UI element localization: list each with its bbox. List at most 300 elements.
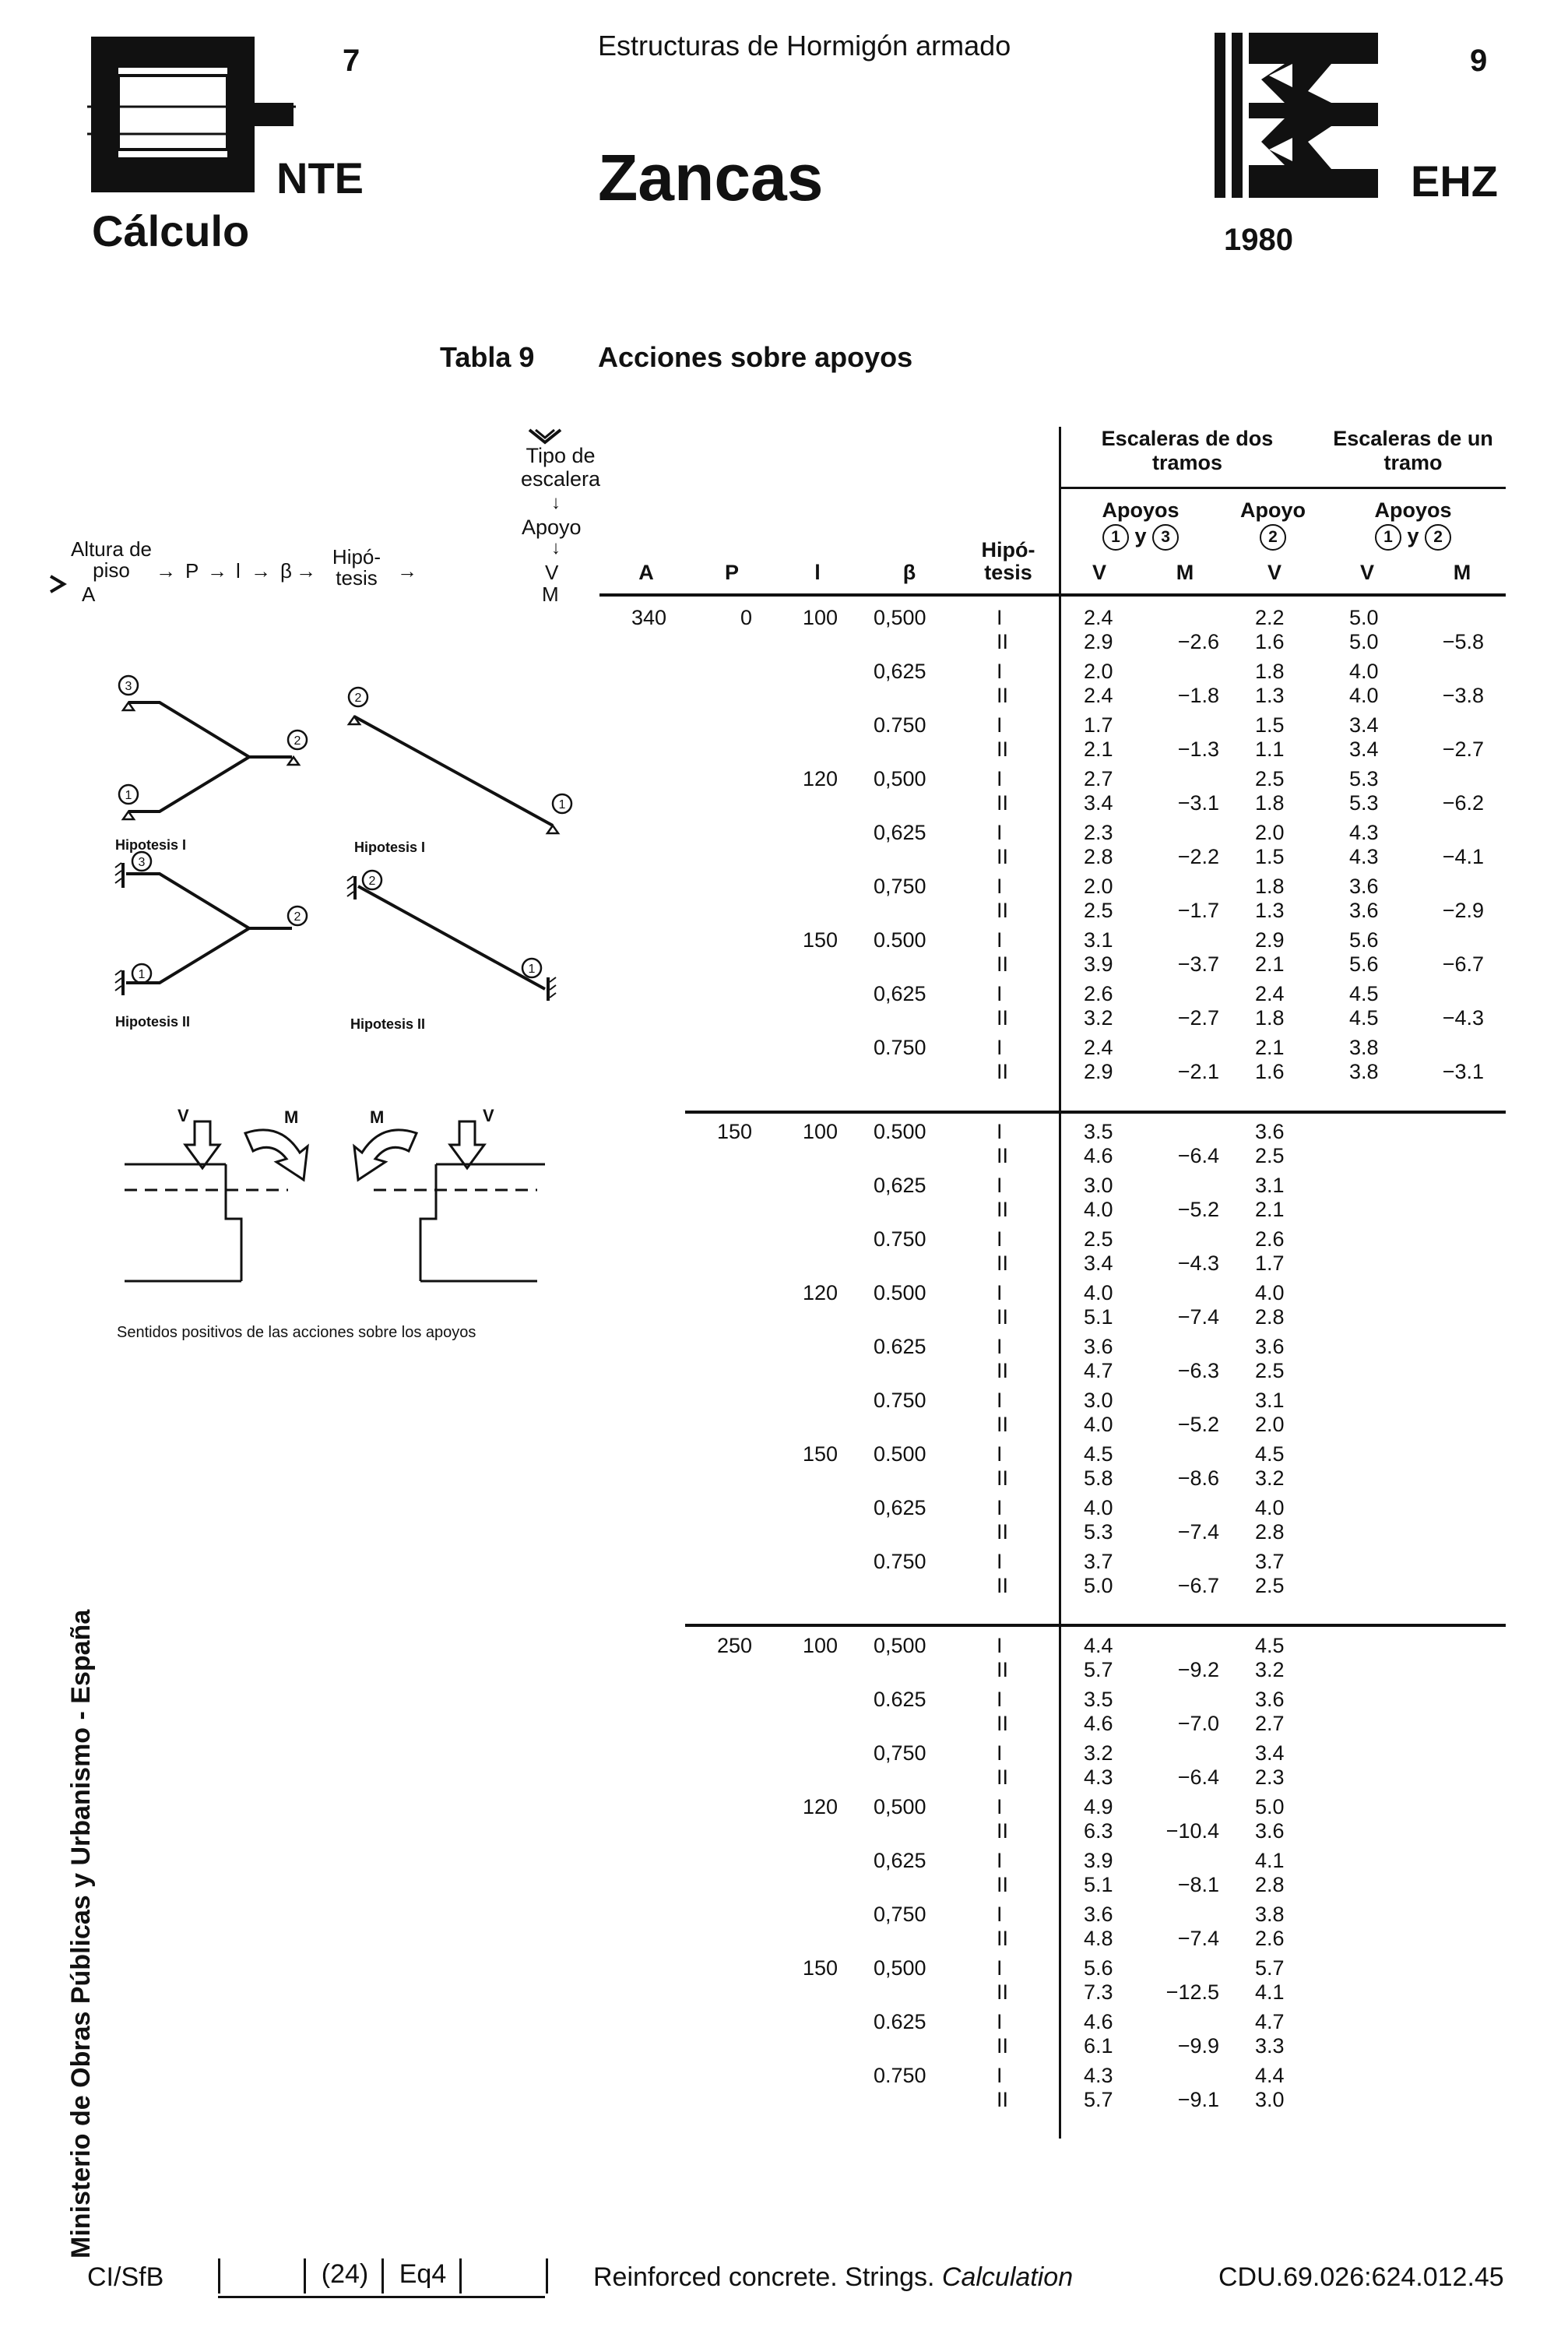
footer-cisfb: CI/SfB xyxy=(87,2262,164,2292)
nte-logo xyxy=(87,33,296,196)
table-cell-h: I xyxy=(997,2064,1003,2087)
circle-3-icon: 3 xyxy=(1152,524,1179,551)
table-cell-v13: 1.7 xyxy=(1084,713,1113,737)
table-cell-v12: 4.5 xyxy=(1349,1006,1379,1030)
table-cell-v12: 5.3 xyxy=(1349,767,1379,790)
table-cell-v13: 5.1 xyxy=(1084,1305,1113,1329)
table-cell-v12: 3.6 xyxy=(1349,875,1379,898)
table-cell-v2: 1.3 xyxy=(1255,684,1285,707)
svg-text:2: 2 xyxy=(354,692,362,705)
table-cell-v2: 3.6 xyxy=(1255,1819,1285,1843)
flow-beta: β xyxy=(280,559,292,583)
table-cell-v12: 5.6 xyxy=(1349,928,1379,952)
table-cell-h: I xyxy=(997,1550,1003,1573)
table-cell-m13: −7.4 xyxy=(1177,1305,1219,1329)
table-cell-m13: −6.7 xyxy=(1177,1574,1219,1597)
table-cell-h: I xyxy=(997,1496,1003,1519)
table-cell-v13: 3.6 xyxy=(1084,1903,1113,1926)
table-cell-h: I xyxy=(997,1849,1003,1872)
table-cell-beta: 0,750 xyxy=(874,1903,926,1926)
footer-box-3: Eq4 xyxy=(381,2258,462,2294)
table-cell-h: II xyxy=(997,1252,1009,1275)
table-cell-v13: 3.4 xyxy=(1084,791,1113,815)
action-m-left: M xyxy=(284,1107,299,1127)
table-cell-h: II xyxy=(997,1060,1009,1083)
table-cell-m13: −2.6 xyxy=(1177,630,1219,653)
table-cell-beta: 0.500 xyxy=(874,1442,926,1466)
col-header-p: P xyxy=(724,561,739,584)
table-cell-l: 150 xyxy=(802,1956,838,1980)
table-cell-v13: 4.6 xyxy=(1084,1144,1113,1167)
table-cell-v2: 2.1 xyxy=(1255,1036,1285,1059)
table-cell-beta: 0.750 xyxy=(874,713,926,737)
table-cell-v2: 4.1 xyxy=(1255,1980,1285,2004)
footer-box-4 xyxy=(459,2258,548,2294)
table-caption-title: Acciones sobre apoyos xyxy=(598,341,913,373)
table-cell-m13: −12.5 xyxy=(1165,1980,1219,2004)
col-header-v12: V xyxy=(1359,561,1374,584)
flow-arrow-1: → xyxy=(156,559,176,583)
table-cell-m12: −3.1 xyxy=(1442,1060,1484,1083)
col-header-v13: V xyxy=(1092,561,1106,584)
svg-text:2: 2 xyxy=(294,910,301,924)
table-cell-h: I xyxy=(997,1036,1003,1059)
table-cell-h: I xyxy=(997,713,1003,737)
table-cell-m13: −7.0 xyxy=(1177,1712,1219,1735)
col-header-v2: V xyxy=(1267,561,1281,584)
col-header-beta: β xyxy=(902,561,916,584)
table-cell-v13: 2.1 xyxy=(1084,738,1113,761)
table-cell-v2: 4.5 xyxy=(1255,1634,1285,1657)
table-cell-v2: 2.0 xyxy=(1255,1413,1285,1436)
table-cell-h: II xyxy=(997,1980,1009,2004)
table-cell-beta: 0,500 xyxy=(874,1795,926,1818)
table-cell-v2: 3.4 xyxy=(1255,1741,1285,1765)
table-cell-v13: 2.4 xyxy=(1084,1036,1113,1059)
table-cell-v13: 4.0 xyxy=(1084,1413,1113,1436)
table-cell-h: I xyxy=(997,1903,1003,1926)
footer-box-1 xyxy=(218,2258,304,2294)
table-cell-h: II xyxy=(997,1873,1009,1896)
table-cell-v13: 5.8 xyxy=(1084,1466,1113,1490)
table-cell-beta: 0.500 xyxy=(874,1120,926,1143)
table-cell-m13: −10.4 xyxy=(1165,1819,1219,1843)
table-cell-h: II xyxy=(997,2034,1009,2058)
table-cell-v13: 5.1 xyxy=(1084,1873,1113,1896)
ehz-code: EHZ xyxy=(1411,157,1498,206)
flow-arrow-5: → xyxy=(397,559,417,583)
footer-desc-italic: Calculation xyxy=(941,2262,1074,2292)
y-label: y xyxy=(1407,524,1419,548)
table-cell-h: I xyxy=(997,1956,1003,1980)
table-cell-m12: −2.9 xyxy=(1442,899,1484,922)
table-cell-h: I xyxy=(997,1120,1003,1143)
table-cell-v13: 5.3 xyxy=(1084,1520,1113,1544)
table-cell-beta: 0,625 xyxy=(874,1174,926,1197)
series-title: Estructuras de Hormigón armado xyxy=(598,30,1011,62)
table-cell-l: 100 xyxy=(802,606,838,629)
svg-text:1: 1 xyxy=(558,798,566,811)
table-cell-v13: 4.8 xyxy=(1084,1927,1113,1950)
flow-arrow-down-2: ↓ xyxy=(551,537,561,558)
table-cell-h: I xyxy=(997,2010,1003,2033)
table-cell-v13: 2.0 xyxy=(1084,660,1113,683)
table-cell-h: I xyxy=(997,1741,1003,1765)
actions-diagram xyxy=(117,1106,553,1293)
table-cell-h: II xyxy=(997,2088,1009,2111)
table-cell-h: I xyxy=(997,1227,1003,1251)
table-cell-v13: 2.5 xyxy=(1084,1227,1113,1251)
table-cell-m12: −4.1 xyxy=(1442,845,1484,868)
table-cell-h: I xyxy=(997,1389,1003,1412)
table-cell-v13: 2.9 xyxy=(1084,1060,1113,1083)
table-cell-v2: 5.0 xyxy=(1255,1795,1285,1818)
action-v-right: V xyxy=(483,1106,494,1125)
table-cell-h: I xyxy=(997,1335,1003,1358)
svg-text:2: 2 xyxy=(294,734,301,748)
table-cell-v13: 2.8 xyxy=(1084,845,1113,868)
table-cell-v13: 3.5 xyxy=(1084,1120,1113,1143)
svg-text:2: 2 xyxy=(368,875,376,888)
table-cell-m13: −3.7 xyxy=(1177,952,1219,976)
table-cell-v2: 2.7 xyxy=(1255,1712,1285,1735)
table-cell-m13: −6.3 xyxy=(1177,1359,1219,1382)
page-title: Zancas xyxy=(598,141,824,214)
header-dos-tramos: Escaleras de dos tramos xyxy=(1101,427,1274,474)
table-cell-v2: 2.6 xyxy=(1255,1927,1285,1950)
table-cell-m13: −4.3 xyxy=(1177,1252,1219,1275)
actions-caption: Sentidos positivos de las acciones sobre los apoyos xyxy=(117,1324,476,1341)
table-cell-beta: 0,500 xyxy=(874,1956,926,1980)
table-cell-m12: −2.7 xyxy=(1442,738,1484,761)
table-cell-beta: 0,625 xyxy=(874,660,926,683)
table-cell-m13: −7.4 xyxy=(1177,1927,1219,1950)
table-cell-l: 120 xyxy=(802,767,838,790)
table-cell-beta: 0.750 xyxy=(874,1036,926,1059)
table-header-divider xyxy=(1059,427,1061,594)
hip1-left-label: Hipotesis I xyxy=(115,837,187,853)
table-body-divider xyxy=(1059,597,1061,2139)
table-cell-v13: 3.7 xyxy=(1084,1550,1113,1573)
apoyo-2-label: Apoyo xyxy=(1240,498,1306,522)
table-cell-v12: 4.3 xyxy=(1349,845,1379,868)
table-cell-l: 120 xyxy=(802,1281,838,1304)
table-cell-v13: 3.4 xyxy=(1084,1252,1113,1275)
table-cell-h: II xyxy=(997,738,1009,761)
table-cell-h: II xyxy=(997,845,1009,868)
table-cell-v12: 5.0 xyxy=(1349,630,1379,653)
table-cell-v13: 2.4 xyxy=(1084,684,1113,707)
table-cell-v2: 5.7 xyxy=(1255,1956,1285,1980)
table-cell-v2: 1.1 xyxy=(1255,738,1285,761)
table-cell-h: II xyxy=(997,1006,1009,1030)
table-cell-beta: 0,500 xyxy=(874,1634,926,1657)
table-cell-v13: 4.0 xyxy=(1084,1281,1113,1304)
table-cell-m13: −2.7 xyxy=(1177,1006,1219,1030)
footer-classification-boxes xyxy=(218,2258,545,2298)
circle-2-icon: 2 xyxy=(1425,524,1451,551)
table-cell-v2: 1.5 xyxy=(1255,845,1285,868)
flow-apoyo-label: Apoyo xyxy=(522,516,582,539)
table-cell-h: II xyxy=(997,630,1009,653)
header-apoyo-2 xyxy=(1230,498,1316,551)
table-cell-h: I xyxy=(997,1795,1003,1818)
flow-altura-label: Altura de piso xyxy=(70,537,153,582)
table-cell-l: 150 xyxy=(802,928,838,952)
table-cell-m13: −5.2 xyxy=(1177,1198,1219,1221)
action-m-right: M xyxy=(370,1107,385,1127)
col-header-hip: Hipó-tesis xyxy=(981,538,1035,584)
table-cell-h: I xyxy=(997,821,1003,844)
table-cell-beta: 0.750 xyxy=(874,1550,926,1573)
table-cell-v12: 5.0 xyxy=(1349,606,1379,629)
ministry-sidebar: Ministerio de Obras Públicas y Urbanismo - España xyxy=(66,1609,96,2258)
table-cell-v12: 4.3 xyxy=(1349,821,1379,844)
table-cell-v2: 1.8 xyxy=(1255,791,1285,815)
table-cell-h: II xyxy=(997,1574,1009,1597)
table-cell-v2: 4.7 xyxy=(1255,2010,1285,2033)
table-cell-v13: 3.9 xyxy=(1084,952,1113,976)
table-cell-h: I xyxy=(997,1634,1003,1657)
table-cell-h: II xyxy=(997,684,1009,707)
table-cell-v12: 5.3 xyxy=(1349,791,1379,815)
table-cell-v13: 2.4 xyxy=(1084,606,1113,629)
table-cell-v13: 5.7 xyxy=(1084,2088,1113,2111)
table-cell-v12: 3.8 xyxy=(1349,1036,1379,1059)
flow-hip: Hipó-tesis xyxy=(332,545,381,590)
table-cell-v2: 1.8 xyxy=(1255,875,1285,898)
hip1-right-label: Hipotesis I xyxy=(354,840,426,855)
table-caption-label: Tabla 9 xyxy=(440,341,535,373)
svg-text:3: 3 xyxy=(125,680,132,693)
table-cell-h: II xyxy=(997,1144,1009,1167)
table-cell-beta: 0.625 xyxy=(874,1688,926,1711)
table-cell-v2: 3.6 xyxy=(1255,1335,1285,1358)
table-cell-v2: 2.6 xyxy=(1255,1227,1285,1251)
table-cell-v13: 4.5 xyxy=(1084,1442,1113,1466)
table-cell-p: 250 xyxy=(716,1634,752,1657)
table-cell-v13: 3.9 xyxy=(1084,1849,1113,1872)
table-cell-h: I xyxy=(997,1174,1003,1197)
table-cell-m13: −8.1 xyxy=(1177,1873,1219,1896)
group-rule-p250 xyxy=(685,1624,1506,1627)
table-cell-v2: 4.0 xyxy=(1255,1496,1285,1519)
group-rule-p150 xyxy=(685,1111,1506,1114)
table-cell-h: I xyxy=(997,1688,1003,1711)
table-cell-v2: 2.5 xyxy=(1255,767,1285,790)
table-cell-beta: 0,500 xyxy=(874,767,926,790)
table-cell-l: 100 xyxy=(802,1120,838,1143)
table-cell-m13: −1.7 xyxy=(1177,899,1219,922)
table-cell-beta: 0,500 xyxy=(874,606,926,629)
table-cell-v12: 3.8 xyxy=(1349,1060,1379,1083)
category-label: Cálculo xyxy=(92,206,250,255)
table-cell-h: I xyxy=(997,606,1003,629)
table-cell-v13: 4.0 xyxy=(1084,1198,1113,1221)
table-cell-l: 150 xyxy=(802,1442,838,1466)
table-cell-v12: 4.5 xyxy=(1349,982,1379,1005)
nte-number: 7 xyxy=(343,44,360,78)
table-cell-h: II xyxy=(997,1927,1009,1950)
table-cell-v13: 4.6 xyxy=(1084,1712,1113,1735)
table-cell-v13: 2.7 xyxy=(1084,767,1113,790)
table-cell-p: 0 xyxy=(740,606,752,629)
y-label: y xyxy=(1134,524,1147,548)
table-cell-m13: −6.4 xyxy=(1177,1144,1219,1167)
table-cell-v2: 3.6 xyxy=(1255,1688,1285,1711)
footer-box-2: (24) xyxy=(304,2258,384,2294)
flow-v: V xyxy=(545,561,559,584)
flow-arrow-2: → xyxy=(207,559,227,583)
table-cell-v2: 3.3 xyxy=(1255,2034,1285,2058)
table-cell-v2: 2.8 xyxy=(1255,1873,1285,1896)
table-cell-h: II xyxy=(997,791,1009,815)
circle-1-icon: 1 xyxy=(1102,524,1129,551)
table-cell-v2: 3.2 xyxy=(1255,1466,1285,1490)
table-cell-v13: 2.0 xyxy=(1084,875,1113,898)
table-cell-v13: 6.1 xyxy=(1084,2034,1113,2058)
table-cell-v13: 2.5 xyxy=(1084,899,1113,922)
table-cell-m13: −5.2 xyxy=(1177,1413,1219,1436)
table-cell-v2: 2.4 xyxy=(1255,982,1285,1005)
table-cell-m12: −6.2 xyxy=(1442,791,1484,815)
table-cell-v2: 1.5 xyxy=(1255,713,1285,737)
table-cell-h: II xyxy=(997,899,1009,922)
table-cell-v2: 1.3 xyxy=(1255,899,1285,922)
table-cell-v12: 3.4 xyxy=(1349,713,1379,737)
table-cell-h: I xyxy=(997,875,1003,898)
header-apoyos-1y2 xyxy=(1339,498,1487,551)
table-cell-v2: 1.6 xyxy=(1255,1060,1285,1083)
page-number: 9 xyxy=(1470,44,1488,78)
table-cell-v13: 7.3 xyxy=(1084,1980,1113,2004)
table-cell-v13: 4.7 xyxy=(1084,1359,1113,1382)
flow-tipo-label: Tipo de escalera xyxy=(520,444,601,491)
table-cell-v2: 4.1 xyxy=(1255,1849,1285,1872)
table-cell-beta: 0,750 xyxy=(874,875,926,898)
table-cell-m13: −2.1 xyxy=(1177,1060,1219,1083)
table-cell-v13: 4.4 xyxy=(1084,1634,1113,1657)
table-cell-v13: 3.2 xyxy=(1084,1006,1113,1030)
table-cell-m13: −2.2 xyxy=(1177,845,1219,868)
table-cell-v13: 3.1 xyxy=(1084,928,1113,952)
circle-1-icon: 1 xyxy=(1375,524,1401,551)
table-cell-v2: 2.9 xyxy=(1255,928,1285,952)
table-cell-v13: 4.9 xyxy=(1084,1795,1113,1818)
table-cell-v12: 3.4 xyxy=(1349,738,1379,761)
year: 1980 xyxy=(1224,223,1293,257)
ehz-logo xyxy=(1215,33,1378,198)
table-cell-v2: 2.8 xyxy=(1255,1520,1285,1544)
table-cell-m13: −3.1 xyxy=(1177,791,1219,815)
table-cell-v13: 6.3 xyxy=(1084,1819,1113,1843)
table-cell-v2: 1.8 xyxy=(1255,660,1285,683)
table-cell-v2: 3.2 xyxy=(1255,1658,1285,1681)
flow-arrow-down-1: ↓ xyxy=(551,492,561,513)
table-cell-m13: −1.8 xyxy=(1177,684,1219,707)
table-cell-beta: 0.750 xyxy=(874,2064,926,2087)
col-header-m13: M xyxy=(1176,561,1194,584)
footer-desc-plain: Reinforced concrete. Strings. xyxy=(593,2262,935,2292)
table-cell-beta: 0,625 xyxy=(874,1849,926,1872)
header-un-tramo: Escaleras de un tramo xyxy=(1333,427,1493,474)
flow-p: P xyxy=(185,559,199,583)
table-cell-beta: 0.750 xyxy=(874,1389,926,1412)
table-cell-v2: 1.6 xyxy=(1255,630,1285,653)
apoyos-1y3-symbols xyxy=(1074,524,1207,551)
table-cell-v13: 3.5 xyxy=(1084,1688,1113,1711)
table-cell-v13: 5.7 xyxy=(1084,1658,1113,1681)
col-header-a: A xyxy=(638,561,654,584)
table-cell-v13: 3.2 xyxy=(1084,1741,1113,1765)
table-cell-v13: 3.0 xyxy=(1084,1174,1113,1197)
table-cell-v2: 2.3 xyxy=(1255,1765,1285,1789)
table-cell-v13: 3.0 xyxy=(1084,1389,1113,1412)
table-cell-h: I xyxy=(997,660,1003,683)
table-cell-l: 120 xyxy=(802,1795,838,1818)
table-cell-v2: 4.5 xyxy=(1255,1442,1285,1466)
footer-cdu: CDU.69.026:624.012.45 xyxy=(1218,2262,1504,2292)
hip2-left-label: Hipotesis II xyxy=(115,1014,191,1030)
table-cell-v13: 3.6 xyxy=(1084,1335,1113,1358)
table-cell-h: I xyxy=(997,767,1003,790)
circle-2-icon: 2 xyxy=(1260,524,1286,551)
table-cell-v2: 3.1 xyxy=(1255,1389,1285,1412)
table-cell-m13: −1.3 xyxy=(1177,738,1219,761)
table-cell-v2: 3.1 xyxy=(1255,1174,1285,1197)
apoyos-1y2-label: Apoyos xyxy=(1374,498,1452,522)
table-cell-v2: 3.8 xyxy=(1255,1903,1285,1926)
table-cell-v2: 3.0 xyxy=(1255,2088,1285,2111)
table-cell-v2: 2.2 xyxy=(1255,606,1285,629)
footer-description xyxy=(593,2262,1073,2293)
table-cell-beta: 0,750 xyxy=(874,1741,926,1765)
table-cell-v2: 2.5 xyxy=(1255,1574,1285,1597)
table-cell-h: II xyxy=(997,1359,1009,1382)
table-cell-beta: 0,625 xyxy=(874,982,926,1005)
table-cell-h: II xyxy=(997,1466,1009,1490)
table-cell-beta: 0.500 xyxy=(874,1281,926,1304)
table-cell-v2: 1.8 xyxy=(1255,1006,1285,1030)
table-cell-v2: 2.5 xyxy=(1255,1144,1285,1167)
action-v-left: V xyxy=(178,1106,189,1125)
table-cell-beta: 0.500 xyxy=(874,928,926,952)
hip2-right-label: Hipotesis II xyxy=(350,1016,426,1032)
table-cell-h: I xyxy=(997,1442,1003,1466)
table-cell-m12: −3.8 xyxy=(1442,684,1484,707)
table-cell-beta: 0,625 xyxy=(874,821,926,844)
table-cell-m13: −7.4 xyxy=(1177,1520,1219,1544)
header-rule xyxy=(599,593,1506,597)
table-cell-v2: 2.5 xyxy=(1255,1359,1285,1382)
table-cell-v2: 4.0 xyxy=(1255,1281,1285,1304)
table-cell-m13: −9.2 xyxy=(1177,1658,1219,1681)
svg-text:1: 1 xyxy=(138,968,146,981)
table-cell-v2: 2.1 xyxy=(1255,1198,1285,1221)
table-cell-h: II xyxy=(997,1658,1009,1681)
flow-diagram xyxy=(47,421,607,615)
table-cell-v2: 3.7 xyxy=(1255,1550,1285,1573)
nte-label: NTE xyxy=(276,153,364,202)
table-cell-h: II xyxy=(997,1819,1009,1843)
table-cell-v2: 3.6 xyxy=(1255,1120,1285,1143)
table-cell-h: I xyxy=(997,982,1003,1005)
col-header-l: l xyxy=(814,561,821,584)
table-cell-v13: 5.6 xyxy=(1084,1956,1113,1980)
table-cell-a: 340 xyxy=(631,606,666,629)
flow-arrow-3: → xyxy=(251,559,271,583)
table-cell-m12: −6.7 xyxy=(1442,952,1484,976)
